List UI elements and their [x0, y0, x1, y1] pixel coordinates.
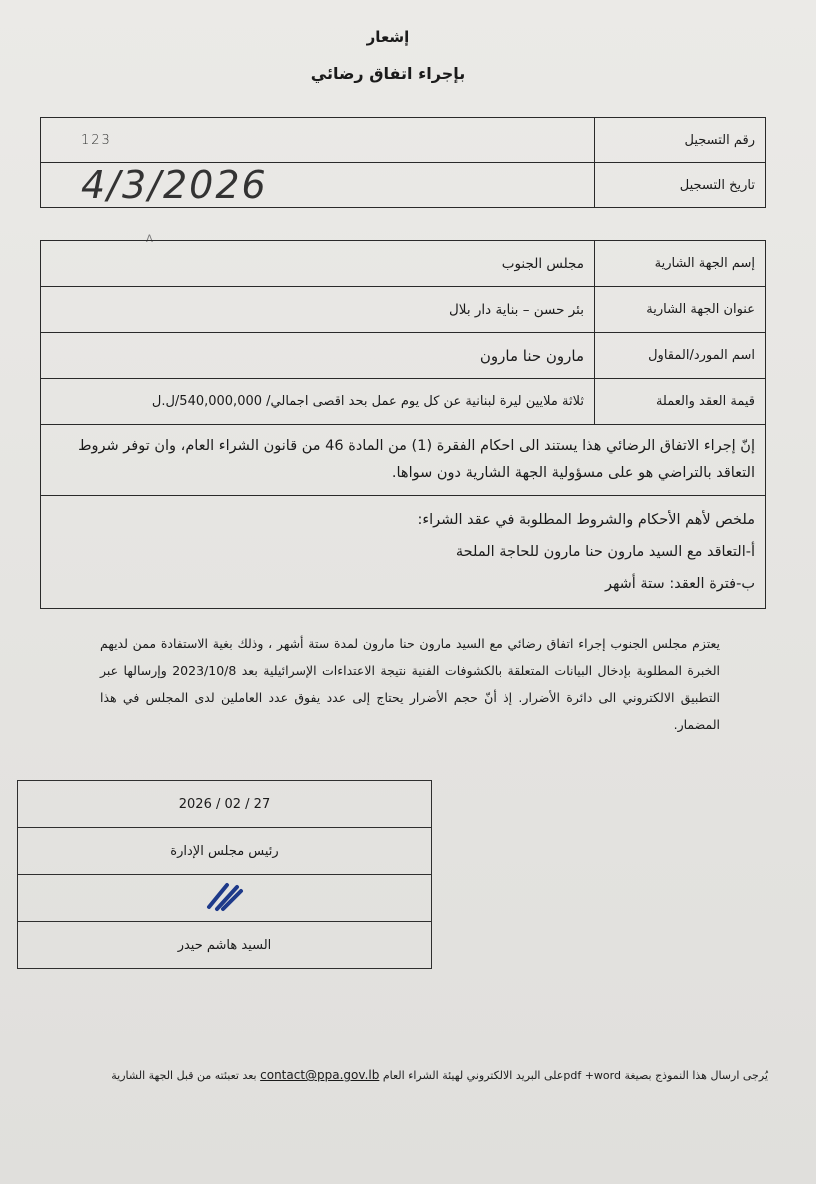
table-row — [18, 922, 432, 969]
footer-text: يُرجى ارسال هذا النموذج بصيغة pdf +wordعلى البريد الالكتروني لهيئة الشراء العام — [382, 1069, 768, 1082]
description-paragraph: يعتزم مجلس الجنوب إجراء اتفاق رضائي مع السيد مارون حنا مارون لمدة ستة أشهر ، وذلك بغية الاستفادة ممن لديهم الخبرة المطلوبة بإدخال البيانات المتعلقة بالكشوفات الفنية نتيجة الاعتداءات الإسرائيلية بعد 2023/10/8 وإرسالها عبر التطبيق الالكتروني الى دائرة الأضرار. إذ أنّ حجم الأضرار يحتاج إلى عدد يفوق عدد العاملين لدى المجلس في هذا المضمار. — [100, 636, 721, 732]
table-row — [41, 425, 766, 496]
summary-item-b: ب-فترة العقد: ستة أشهر — [604, 576, 755, 592]
table-row — [41, 241, 766, 287]
table-row — [41, 287, 766, 333]
signatory-role: رئيس مجلس الإدارة — [18, 828, 432, 875]
registration-date-value: 4/3/2026 — [41, 163, 595, 208]
legal-basis-text: إنّ إجراء الاتفاق الرضائي هذا يستند الى احكام الفقرة (1) من المادة 46 من قانون الشراء العام، وان توفر شروط التعاقد بالتراضي هو على مسؤولية الجهة الشارية دون سواها. — [41, 425, 766, 496]
table-row — [18, 828, 432, 875]
terms-summary — [41, 496, 766, 609]
signature-table — [17, 780, 432, 969]
table-row — [41, 496, 766, 609]
contact-email-link[interactable]: contact@ppa.gov.lb — [260, 1068, 380, 1082]
address-value: بئر حسن – بناية دار بلال — [41, 287, 595, 333]
footer-note — [20, 1068, 768, 1082]
table-row — [41, 333, 766, 379]
registration-table — [40, 117, 766, 208]
table-row — [41, 163, 766, 208]
registration-number-label: رقم التسجيل — [595, 118, 766, 163]
contract-value: ثلاثة ملايين ليرة لبنانية عن كل يوم عمل بحد اقصى اجمالي/ 540,000,000/ل.ل — [41, 379, 595, 425]
signatory-name: السيد هاشم حيدر — [18, 922, 432, 969]
supplier-value: مارون حنا مارون — [41, 333, 595, 379]
ink-mark: ᐱ — [146, 234, 153, 245]
table-row — [18, 781, 432, 828]
summary-title: ملخص لأهم الأحكام والشروط المطلوبة في عقد الشراء: — [417, 512, 755, 528]
registration-number-value: 123 — [41, 118, 595, 163]
signature-cell — [18, 875, 432, 922]
document-title: إشعار — [366, 28, 410, 46]
signature-date: 2026 / 02 / 27 — [18, 781, 432, 828]
handwritten-signature — [203, 879, 247, 913]
entity-value: مجلس الجنوب — [41, 241, 595, 287]
registration-date-label: تاريخ التسجيل — [595, 163, 766, 208]
supplier-label: اسم المورد/المقاول — [595, 333, 766, 379]
summary-item-a: أ-التعاقد مع السيد مارون حنا مارون للحاجة الملحة — [455, 544, 755, 560]
document-subtitle: بإجراء اتفاق رضائي — [310, 64, 466, 83]
entity-label: إسم الجهة الشارية — [595, 241, 766, 287]
table-row — [41, 118, 766, 163]
table-row — [18, 875, 432, 922]
table-row — [41, 379, 766, 425]
address-label: عنوان الجهة الشارية — [595, 287, 766, 333]
contract-value-label: قيمة العقد والعملة — [595, 379, 766, 425]
contract-details-table — [40, 240, 766, 609]
footer-text-end: بعد تعبئته من قبل الجهة الشارية — [111, 1069, 257, 1082]
